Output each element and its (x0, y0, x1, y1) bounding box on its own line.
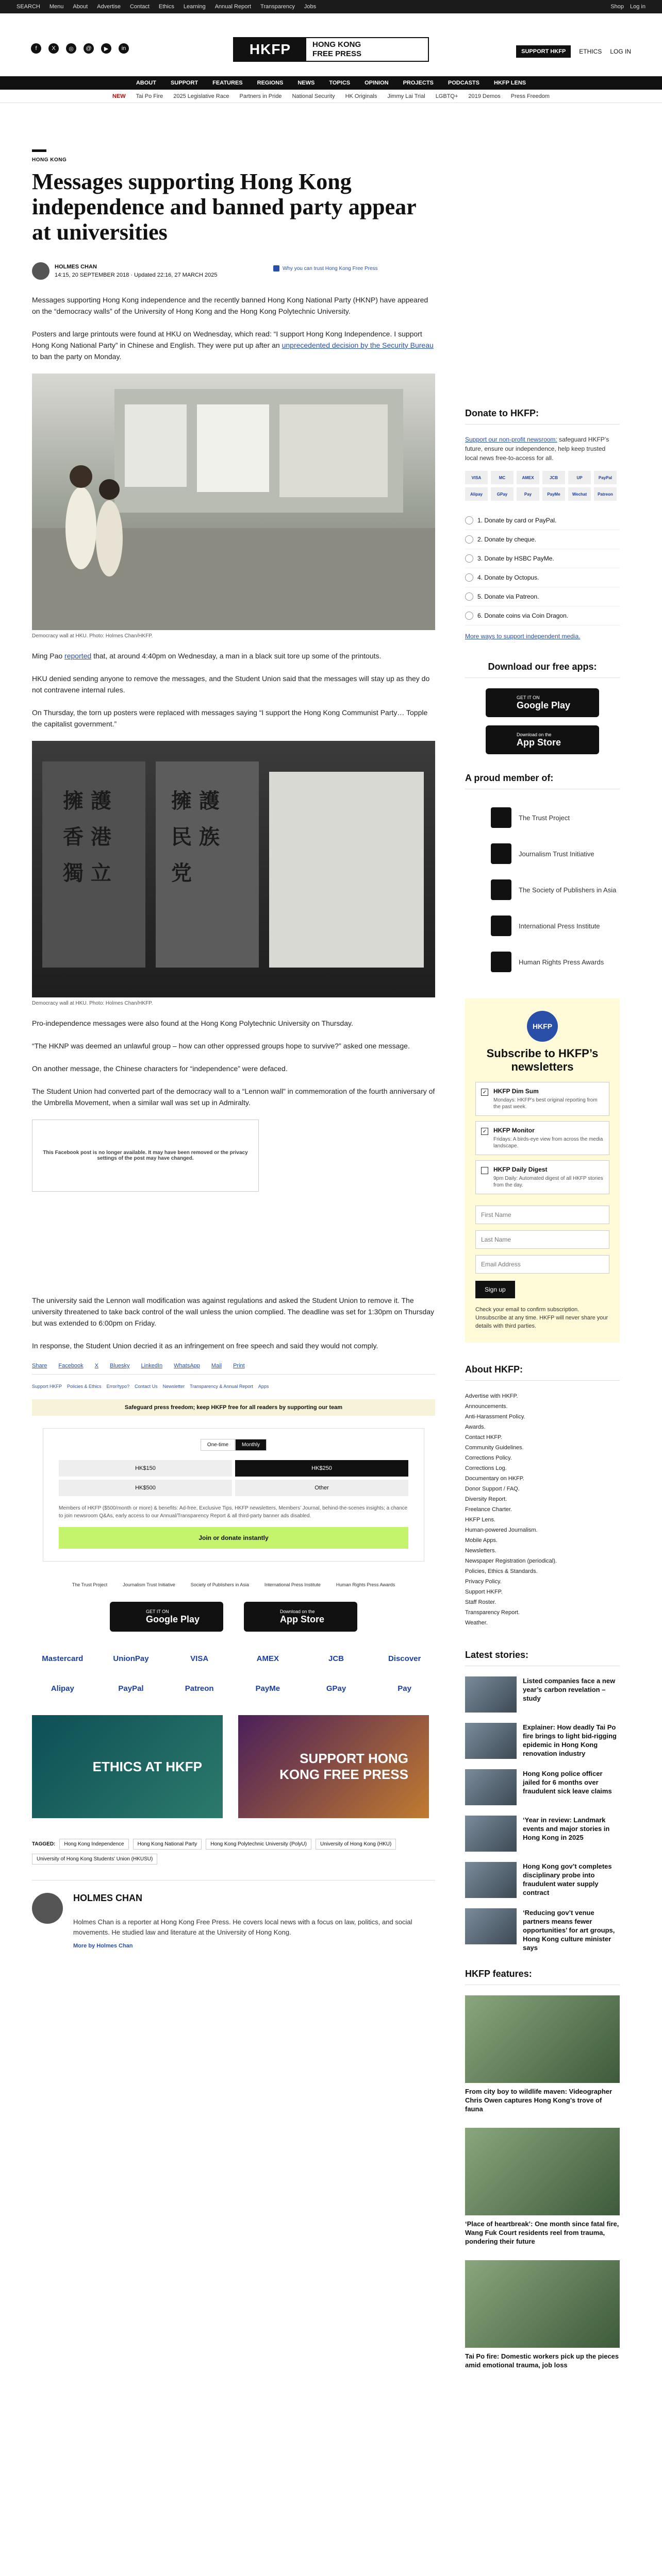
share-facebook-link[interactable]: Facebook (58, 1363, 84, 1369)
article-body (32, 294, 435, 1351)
email-input[interactable] (475, 1255, 609, 1274)
features-title: HKFP features: (465, 1962, 620, 1985)
option-name: HKFP Monitor (493, 1127, 535, 1134)
story-thumbnail (465, 1862, 517, 1898)
author-box-name[interactable]: HOLMES CHAN (73, 1893, 142, 1903)
feature-image (465, 2260, 620, 2348)
sidebar (465, 402, 620, 2384)
member-logo[interactable]: The Trust Project (72, 1582, 108, 1587)
checkbox[interactable] (481, 1167, 488, 1174)
share-mail-link[interactable]: Mail (211, 1363, 222, 1369)
story-title: Hong Kong police officer jailed for 6 months over fraudulent sick leave claims (523, 1770, 612, 1795)
donate-intro-text: safeguard HKFP’s future, ensure our independence, help keep trusted local news free-to-access for all. (465, 436, 609, 462)
tag[interactable]: Hong Kong Polytechnic University (PolyU) (206, 1839, 311, 1850)
link-newsletter[interactable]: Newsletter (162, 1384, 185, 1389)
member-name: International Press Institute (519, 922, 600, 930)
nav-projects[interactable]: PROJECTS (403, 80, 434, 86)
amount-option[interactable]: Other (235, 1480, 408, 1496)
svg-text:獨 立: 獨 立 (63, 861, 111, 885)
card-logo: PayMe (542, 487, 565, 501)
amount-option[interactable]: HK$500 (59, 1480, 232, 1496)
paragraph: On another message, the Chinese characters for “independence” were defaced. (32, 1064, 288, 1073)
main-nav (0, 76, 662, 90)
promo-banners (32, 1715, 435, 1818)
paragraph: HKU denied sending anyone to remove the messages, and the Student Union said that the messages will stay up as they do not contravene internal rules. (32, 674, 430, 694)
share-bluesky-link[interactable]: Bluesky (110, 1363, 130, 1369)
member-item[interactable] (465, 836, 620, 872)
payment-logo: AMEX (256, 1654, 279, 1663)
about-link[interactable]: Mobile Apps. (465, 1537, 498, 1544)
nav-regions[interactable]: REGIONS (257, 80, 284, 86)
article-title: Messages supporting Hong Kong independence and banned party appear at universities (32, 169, 416, 245)
story-thumbnail (465, 1723, 517, 1759)
feature-image (465, 1995, 620, 2083)
option-desc: Fridays: A birds-eye view from across the media landscape. (493, 1137, 603, 1149)
payment-logo: Alipay (51, 1684, 74, 1693)
util-shop[interactable]: Shop (610, 4, 624, 10)
about-link[interactable]: Transparency Report. (465, 1609, 520, 1616)
newsletter-option[interactable] (475, 1082, 609, 1116)
social-links (31, 43, 129, 54)
member-list (465, 800, 620, 980)
store-name: App Store (517, 737, 561, 748)
about-link[interactable]: Announcements. (465, 1403, 508, 1410)
first-name-input[interactable] (475, 1206, 609, 1224)
option-name: HKFP Dim Sum (493, 1088, 539, 1095)
newsletter-title: Subscribe to HKFP’s newsletters (486, 1047, 599, 1073)
tag[interactable]: University of Hong Kong Students' Union (HKUSU) (32, 1854, 157, 1865)
payment-logo: Mastercard (42, 1654, 84, 1663)
google-play-button[interactable] (110, 1602, 223, 1632)
photo-illustration (32, 374, 435, 630)
photo-illustration (32, 741, 435, 997)
safeguard-banner[interactable]: Safeguard press freedom; keep HKFP free for all readers by supporting our team (32, 1399, 435, 1416)
story-item[interactable] (465, 1723, 620, 1759)
tag[interactable]: Hong Kong National Party (133, 1839, 202, 1850)
ethics-banner[interactable]: ETHICS AT HKFP (32, 1715, 223, 1818)
about-link[interactable]: Policies, Ethics & Standards. (465, 1568, 538, 1574)
updated-date: Updated 22:16, 27 MARCH 2025 (134, 272, 218, 278)
card-logo: Wechat (568, 487, 591, 501)
paragraph-text: to ban the party on Monday. (32, 352, 122, 361)
link-transparency[interactable]: Transparency & Annual Report (190, 1384, 253, 1389)
author-box (32, 1880, 435, 1949)
payment-logo: GPay (326, 1684, 346, 1693)
latest-title: Latest stories: (465, 1643, 620, 1666)
donate-option[interactable]: 1. Donate by card or PayPal. (465, 511, 620, 530)
youtube-icon[interactable]: ▶ (101, 43, 111, 54)
about-link[interactable]: Support HKFP. (465, 1589, 503, 1595)
logo-line-1: HONG KONG (312, 40, 361, 49)
payment-logo: JCB (328, 1654, 344, 1663)
about-link[interactable]: Community Guidelines. (465, 1445, 524, 1451)
subnav-item[interactable]: National Security (292, 93, 335, 99)
link-policies[interactable]: Policies & Ethics (67, 1384, 102, 1389)
subnav-item[interactable]: Jimmy Lai Trial (387, 93, 425, 99)
hkfp-logo[interactable] (233, 37, 429, 62)
nav-hkfp-lens[interactable]: HKFP LENS (494, 80, 526, 86)
option-name: HKFP Daily Digest (493, 1166, 548, 1173)
paragraph: On Thursday, the torn up posters were replaced with messages saying “I support the Hong Kong Communist Party… Topple the capitalist government.” (32, 708, 428, 728)
subnav-item[interactable]: Press Freedom (510, 93, 550, 99)
instagram-icon[interactable]: ◎ (66, 43, 76, 54)
ethics-link[interactable]: ETHICS (579, 48, 602, 55)
member-name: Human Rights Press Awards (519, 958, 604, 966)
donate-option[interactable]: 4. Donate by Octopus. (465, 568, 620, 587)
nav-about[interactable]: ABOUT (136, 80, 156, 86)
member-item[interactable] (465, 944, 620, 980)
logo-mark: HKFP (234, 38, 306, 61)
trust-text: Why you can trust Hong Kong Free Press (283, 265, 378, 272)
svg-text:香 港: 香 港 (63, 825, 111, 849)
share-whatsapp-link[interactable]: WhatsApp (174, 1363, 200, 1369)
util-advertise[interactable]: Advertise (97, 4, 121, 10)
donate-widget (43, 1428, 424, 1562)
util-jobs[interactable]: Jobs (304, 4, 317, 10)
amount-option[interactable]: HK$250 (235, 1460, 408, 1477)
newsletter-logo: HKFP (527, 1011, 558, 1042)
svg-text:擁 護: 擁 護 (171, 789, 220, 813)
story-title: ‘Reducing gov’t venue partners means fewer opportunities’ for art groups, Hong Kong culture minister says (523, 1909, 615, 1952)
util-learning[interactable]: Learning (183, 4, 206, 10)
story-item[interactable] (465, 1769, 620, 1805)
paragraph: Pro-independence messages were also found at the Hong Kong Polytechnic University on Thursday. (32, 1019, 353, 1027)
card-logo: AMEX (517, 471, 539, 484)
about-link[interactable]: Documentary on HKFP. (465, 1476, 524, 1482)
donate-option[interactable]: 3. Donate by HSBC PayMe. (465, 549, 620, 568)
about-link[interactable]: Corrections Policy. (465, 1455, 512, 1461)
x-icon[interactable]: X (48, 43, 59, 54)
about-link[interactable]: Newsletters. (465, 1548, 496, 1554)
article-kicker[interactable]: HONG KONG (32, 157, 67, 163)
kicker-rule (32, 149, 46, 152)
card-logo: JCB (542, 471, 565, 484)
author-name[interactable]: HOLMES CHAN (55, 264, 97, 270)
about-link[interactable]: Advertise with HKFP. (465, 1393, 518, 1399)
latest-stories (465, 1676, 620, 1952)
sub-nav (0, 90, 662, 103)
about-link[interactable]: Freelance Charter. (465, 1506, 512, 1513)
tag[interactable]: Hong Kong Independence (59, 1839, 128, 1850)
card-logo: PayPal (594, 471, 617, 484)
newsletter-note: Check your email to confirm subscription. Unsubscribe at any time. HKFP will never share your details with third parties. (475, 1307, 608, 1329)
byline (32, 259, 435, 283)
logo-line-2: FREE PRESS (312, 49, 362, 58)
option-desc: Mondays: HKFP’s best original reporting from the past week. (493, 1097, 598, 1110)
threads-icon[interactable]: @ (84, 43, 94, 54)
util-search[interactable]: SEARCH (16, 4, 40, 10)
share-bar (32, 1363, 435, 1375)
link-support[interactable]: Support HKFP (32, 1384, 62, 1389)
share-x-link[interactable]: X (94, 1363, 99, 1369)
donate-title: Donate to HKFP: (465, 402, 620, 425)
about-link[interactable]: Anti-Harassment Policy. (465, 1414, 525, 1420)
feature-title: ‘Place of heartbreak’: One month since fatal fire, Wang Fuk Court residents reel from trauma, pondering their future (465, 2220, 619, 2245)
reported-link[interactable]: reported (64, 652, 92, 660)
link-apps[interactable]: Apps (258, 1384, 269, 1389)
subnav-item[interactable]: 2019 Demos (468, 93, 501, 99)
published-date: 14:15, 20 SEPTEMBER 2018 (55, 272, 129, 278)
membership-note: Members of HKFP ($500/month or more) & benefits: Ad-free, Exclusive Tips, HKFP newsletters, Members’ Journal, behind-the-scenes insights; a chance to join newsroom Q&As, early access to our Annual/Transparency Report & all third-party banner ads disabled. (59, 1505, 408, 1519)
member-item[interactable] (465, 800, 620, 836)
paragraph: Messages supporting Hong Kong independence and the recently banned Hong Kong National Party (HKNP) have appeared on the “democracy walls” of the University of Hong Kong and the Hong Kong Polytechnic University. (32, 296, 428, 315)
store-small-text: GET IT ON (517, 694, 540, 700)
story-thumbnail (465, 1676, 517, 1713)
subnav-new-badge: NEW (112, 93, 126, 99)
donate-intro (465, 435, 620, 463)
about-link[interactable]: Awards. (465, 1424, 486, 1430)
apps-title: Download our free apps: (465, 655, 620, 678)
nonprofit-link[interactable]: Support our non-profit newsroom: (465, 436, 557, 443)
author-bio: Holmes Chan is a reporter at Hong Kong Free Press. He covers local news with a focus on law, politics, and social movements. He studied law and literature at the University of Hong Kong. (73, 1918, 412, 1936)
member-logo-icon (491, 807, 511, 828)
story-title: Hong Kong gov’t completes disciplinary probe into fraudulent water supply contract (523, 1862, 612, 1896)
member-logo[interactable]: International Press Institute (264, 1582, 321, 1587)
card-logo: Patreon (594, 487, 617, 501)
sidebar-google-play-button[interactable] (486, 688, 599, 717)
photo-caption: Democracy wall at HKU. Photo: Holmes Chan/HKFP. (32, 1001, 153, 1006)
feature-image (465, 2128, 620, 2215)
donate-options (465, 511, 620, 625)
nav-support[interactable]: SUPPORT (170, 80, 198, 86)
card-logo: GPay (491, 487, 514, 501)
member-name: Journalism Trust Initiative (519, 850, 594, 858)
shield-icon (273, 265, 279, 272)
login-link[interactable]: LOG IN (610, 48, 631, 55)
story-item[interactable] (465, 1676, 620, 1713)
more-by-author-link[interactable]: More by Holmes Chan (73, 1943, 133, 1949)
feature-title: Tai Po fire: Domestic workers pick up the pieces amid emotional trauma, job loss (465, 2352, 619, 2369)
link-contact[interactable]: Contact Us (135, 1384, 158, 1389)
member-logo[interactable]: Society of Publishers in Asia (190, 1582, 249, 1587)
store-name: Google Play (517, 700, 571, 710)
about-link[interactable]: Corrections Log. (465, 1465, 507, 1471)
card-logo: UP (568, 471, 591, 484)
about-link[interactable]: Diversity Report. (465, 1496, 507, 1502)
newsletter-signup (465, 998, 620, 1343)
store-name: App Store (280, 1614, 325, 1624)
amount-options (59, 1460, 408, 1496)
paragraph: “The HKNP was deemed an unlawful group – how can other oppressed groups hope to survive?” asked one message. (32, 1042, 410, 1050)
democracy-wall-photo (32, 374, 435, 630)
about-link[interactable]: Privacy Policy. (465, 1579, 502, 1585)
paragraph: The university said the Lennon wall modification was against regulations and asked the Student Union to remove it. The university threatened to take back control of the wall unless the union complied. The deadline was set for 1:30pm on Thursday but was extended to 6:00pm on Friday. (32, 1296, 435, 1327)
payment-logo: Pay (398, 1684, 411, 1693)
card-logo: VISA (465, 471, 488, 484)
story-thumbnail (465, 1769, 517, 1805)
util-menu[interactable]: Menu (49, 4, 64, 10)
about-list (465, 1391, 620, 1628)
payment-methods (32, 1647, 435, 1700)
payment-logo: PayMe (255, 1684, 280, 1693)
author-avatar (32, 1893, 63, 1924)
democracy-wall-photo-2 (32, 741, 435, 997)
store-small-text: Download on the (280, 1608, 315, 1614)
nav-opinion[interactable]: OPINION (365, 80, 389, 86)
payment-logo: Discover (388, 1654, 421, 1663)
support-hkfp-button[interactable]: SUPPORT HKFP (516, 45, 571, 58)
newsletter-option[interactable] (475, 1121, 609, 1155)
amount-option[interactable]: HK$150 (59, 1460, 232, 1477)
about-title: About HKFP: (465, 1358, 620, 1381)
paragraph: The Student Union had converted part of the democracy wall to a “Lennon wall” in commemoration of the fourth anniversary of the Umbrella Movement, when a similar wall was set up in Admiralty. (32, 1087, 435, 1107)
svg-text:擁 護: 擁 護 (63, 789, 111, 813)
author-avatar (32, 262, 49, 280)
support-banner[interactable]: SUPPORT HONG KONG FREE PRESS (238, 1715, 429, 1818)
more-ways-link[interactable]: More ways to support independent media. (465, 633, 581, 640)
tag[interactable]: University of Hong Kong (HKU) (316, 1839, 396, 1850)
payment-logo: VISA (190, 1654, 209, 1663)
payment-logo: UnionPay (113, 1654, 149, 1663)
donate-option[interactable]: 2. Donate by cheque. (465, 530, 620, 549)
story-item[interactable] (465, 1908, 620, 1952)
nav-news[interactable]: NEWS (297, 80, 315, 86)
signup-button[interactable]: Sign up (475, 1281, 515, 1298)
member-logos (32, 1582, 435, 1587)
feature-item[interactable] (465, 2260, 620, 2369)
paragraph-text: that, at around 4:40pm on Wednesday, a man in a black suit tore up some of the printouts. (91, 652, 382, 660)
util-annual-report[interactable]: Annual Report (214, 4, 252, 10)
feature-item[interactable] (465, 1995, 620, 2113)
article (32, 149, 435, 1949)
member-title: A proud member of: (465, 767, 620, 789)
paragraph (32, 328, 435, 362)
story-item[interactable] (465, 1816, 620, 1852)
about-link[interactable]: Newspaper Registration (periodical). (465, 1558, 557, 1564)
donate-option[interactable]: 5. Donate via Patreon. (465, 587, 620, 606)
payment-logo: PayPal (118, 1684, 144, 1693)
member-logo-icon (491, 916, 511, 936)
header-actions (516, 45, 631, 58)
feature-list (465, 1995, 620, 2369)
newsletter-option[interactable] (475, 1160, 609, 1194)
facebook-embed-unavailable: This Facebook post is no longer available. It may have been removed or the privacy settings of the post may have changed. (32, 1120, 259, 1192)
member-logo-icon (491, 879, 511, 900)
link-error[interactable]: Error/typo? (106, 1384, 130, 1389)
member-name: The Society of Publishers in Asia (519, 886, 617, 894)
linkedin-icon[interactable]: in (119, 43, 129, 54)
sidebar-app-store-button[interactable] (486, 725, 599, 754)
about-link[interactable]: Weather. (465, 1620, 488, 1626)
share-print-link[interactable]: Print (233, 1363, 245, 1369)
toggle-monthly[interactable]: Monthly (235, 1439, 267, 1451)
tagged-label: TAGGED: (32, 1841, 56, 1847)
member-item[interactable] (465, 908, 620, 944)
util-transparency[interactable]: Transparency (260, 4, 295, 10)
facebook-icon[interactable]: f (31, 43, 41, 54)
paragraph (32, 650, 435, 662)
store-small-text: GET IT ON (146, 1608, 169, 1614)
subnav-item[interactable]: Tai Po Fire (136, 93, 163, 99)
site-header (0, 13, 662, 76)
member-logo-icon (491, 952, 511, 972)
card-logos (465, 471, 620, 501)
nav-topics[interactable]: TOPICS (329, 80, 351, 86)
byline-meta: HOLMES CHAN 14:15, 20 SEPTEMBER 2018 · Updated 22:16, 27 MARCH 2025 (55, 264, 218, 278)
story-title: Explainer: How deadly Tai Po fire brings to light bid-rigging epidemic in Hong Kong renovation industry (523, 1723, 617, 1757)
logo-words (306, 38, 428, 61)
payment-logo: Patreon (185, 1684, 214, 1693)
app-store-button[interactable] (244, 1602, 357, 1632)
svg-text:党: 党 (171, 861, 192, 885)
story-thumbnail (465, 1908, 517, 1944)
security-bureau-link[interactable]: unprecedented decision by the Security Bureau (282, 341, 434, 349)
member-logo[interactable]: Human Rights Press Awards (336, 1582, 395, 1587)
utility-bar (0, 0, 662, 13)
about-link[interactable]: Human-powered Journalism. (465, 1527, 538, 1533)
story-thumbnail (465, 1816, 517, 1852)
tag-list (32, 1839, 435, 1865)
nav-features[interactable]: FEATURES (212, 80, 243, 86)
feature-title: From city boy to wildlife maven: Videographer Chris Owen captures Hong Kong’s trove of fauna (465, 2088, 613, 2113)
story-title: ‘Year in review: Landmark events and major stories in Hong Kong in 2025 (523, 1816, 610, 1841)
card-logo: Alipay (465, 487, 488, 501)
about-link[interactable]: HKFP Lens. (465, 1517, 496, 1523)
share-label: Share (32, 1363, 47, 1369)
story-title: Listed companies face a new year’s carbon revelation – study (523, 1677, 616, 1702)
app-store-buttons (32, 1602, 435, 1632)
toggle-one-time[interactable]: One-time (201, 1439, 235, 1451)
member-logo[interactable]: Journalism Trust Initiative (123, 1582, 175, 1587)
join-donate-button[interactable]: Join or donate instantly (59, 1527, 408, 1549)
member-item[interactable] (465, 872, 620, 908)
util-login[interactable]: Log in (630, 4, 646, 10)
paragraph: In response, the Student Union decried it as an infringement on free speech and said they would not comply. (32, 1342, 378, 1350)
donate-option[interactable]: 6. Donate coins via Coin Dragon. (465, 606, 620, 625)
member-logo-icon (491, 843, 511, 864)
about-link[interactable]: Contact HKFP. (465, 1434, 502, 1440)
checkbox-checked[interactable]: ✓ (481, 1128, 488, 1135)
util-contact[interactable]: Contact (129, 4, 150, 10)
feature-item[interactable] (465, 2128, 620, 2246)
card-logo: MC (491, 471, 514, 484)
subnav-item[interactable]: 2025 Legislative Race (173, 93, 229, 99)
checkbox-checked[interactable]: ✓ (481, 1089, 488, 1096)
store-small-text: Download on the (517, 732, 552, 737)
about-link[interactable]: Staff Roster. (465, 1599, 496, 1605)
frequency-toggle (59, 1439, 408, 1451)
last-name-input[interactable] (475, 1230, 609, 1249)
option-desc: 9pm Daily: Automated digest of all HKFP stories from the day. (493, 1176, 603, 1188)
subnav-item[interactable]: LGBTQ+ (435, 93, 458, 99)
paragraph-text: Posters and large printouts were found at HKU on Wednesday, which read: “I support Hong Kong Independence. I support Hong Kong National Party” in Chinese and English. They were put up after an (32, 330, 422, 349)
share-linkedin-link[interactable]: LinkedIn (141, 1363, 163, 1369)
story-item[interactable] (465, 1862, 620, 1898)
about-link[interactable]: Donor Support / FAQ. (465, 1486, 520, 1492)
card-logo: Pay (517, 487, 539, 501)
photo-caption: Democracy wall at HKU. Photo: Holmes Chan/HKFP. (32, 633, 153, 639)
svg-text:民 族: 民 族 (171, 825, 220, 849)
trust-link[interactable] (273, 265, 378, 272)
store-name: Google Play (146, 1614, 200, 1624)
util-ethics[interactable]: Ethics (158, 4, 174, 10)
subnav-item[interactable]: Partners in Pride (239, 93, 282, 99)
footer-links-row (32, 1384, 435, 1389)
member-name: The Trust Project (519, 814, 570, 822)
paragraph-text: Ming Pao (32, 652, 65, 660)
subnav-item[interactable]: HK Originals (345, 93, 377, 99)
nav-podcasts[interactable]: PODCASTS (448, 80, 479, 86)
util-about[interactable]: About (73, 4, 88, 10)
